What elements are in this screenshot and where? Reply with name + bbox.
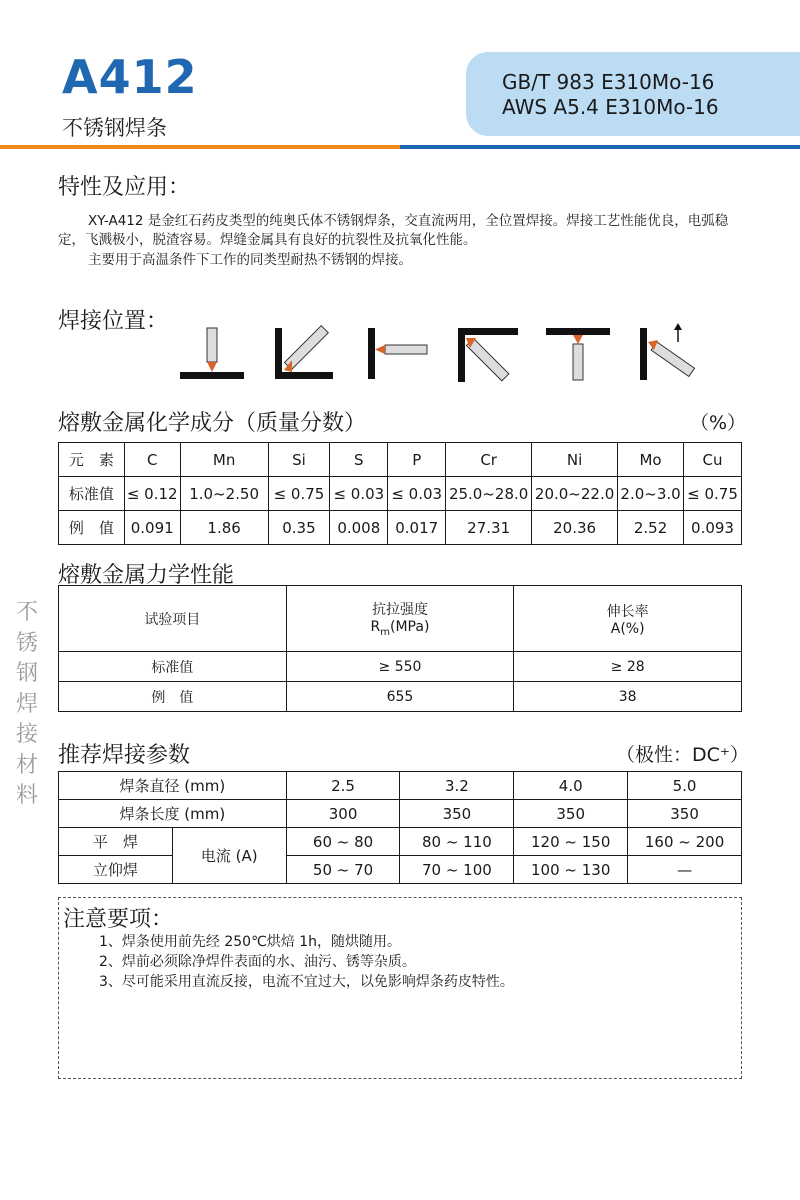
chem-cell: 1.86 [180, 511, 268, 545]
weld-cell: 焊条长度 (mm) [59, 800, 287, 828]
notes-heading: 注意要项： [63, 907, 174, 932]
weld-vertical-row [59, 856, 742, 884]
chem-cell: 27.31 [446, 511, 532, 545]
chem-cell: 0.093 [684, 511, 742, 545]
chem-cell: Ni [532, 443, 618, 477]
chem-cell: Cr [446, 443, 532, 477]
mech-table [58, 585, 742, 712]
mech-cell [286, 586, 514, 652]
chem-cell: 元 素 [59, 443, 125, 477]
chem-cell: 20.0~22.0 [532, 477, 618, 511]
weld-cell: 350 [400, 800, 514, 828]
weld-cell: 160 ~ 200 [628, 828, 742, 856]
mech-cell: ≥ 28 [514, 652, 742, 682]
elongation-unit: A(%) [610, 620, 645, 637]
chem-cell: P [388, 443, 446, 477]
chem-cell: Cu [684, 443, 742, 477]
chem-cell: C [124, 443, 180, 477]
elongation-label: 伸长率 [606, 603, 649, 620]
chem-cell: Si [268, 443, 330, 477]
mech-standard-row [59, 652, 742, 682]
weld-heading: 推荐焊接参数 [58, 743, 191, 768]
chem-cell: 20.36 [532, 511, 618, 545]
chem-cell: ≤ 0.03 [330, 477, 388, 511]
weld-cell: 平 焊 [59, 828, 173, 856]
weld-cell: 60 ~ 80 [286, 828, 400, 856]
weld-cell: 80 ~ 110 [400, 828, 514, 856]
chem-cell: ≤ 0.75 [684, 477, 742, 511]
weld-cell: 120 ~ 150 [514, 828, 628, 856]
chem-cell: 0.017 [388, 511, 446, 545]
position-horizontal-fillet-icon [275, 326, 333, 379]
chem-cell: Mn [180, 443, 268, 477]
chem-cell: Mo [618, 443, 684, 477]
chem-cell: 1.0~2.50 [180, 477, 268, 511]
mech-heading: 熔敷金属力学性能 [58, 563, 235, 588]
chem-cell: S [330, 443, 388, 477]
chem-header-row [59, 443, 742, 477]
position-flat-icon [180, 328, 244, 379]
features-paragraph: XY-A412 是金红石药皮类型的纯奥氏体不锈钢焊条，交直流两用，全位置焊接。焊接工艺性能优良，电弧稳定，飞溅极小，脱渣容易。焊缝金属具有良好的抗裂性及抗氧化性能。 [58, 213, 729, 248]
weld-length-row [59, 800, 742, 828]
standard-gb: GB/T 983 E310Mo-16 [502, 70, 715, 94]
weld-diameter-row [59, 772, 742, 800]
notes-list [99, 932, 514, 992]
tensile-unit: $R_m(MPa)$ [370, 619, 430, 638]
mech-cell: 例 值 [59, 682, 287, 712]
mech-example-row [59, 682, 742, 712]
chem-cell: 标准值 [59, 477, 125, 511]
chem-cell: ≤ 0.75 [268, 477, 330, 511]
weld-cell: — [628, 856, 742, 884]
standards-box [466, 52, 800, 136]
mech-cell: 试验项目 [59, 586, 287, 652]
weld-cell: 100 ~ 130 [514, 856, 628, 884]
chem-standard-row [59, 477, 742, 511]
position-vertical-up-icon [640, 323, 695, 380]
chem-cell: 0.35 [268, 511, 330, 545]
chem-table [58, 442, 742, 545]
weld-flat-row [59, 828, 742, 856]
weld-cell: 70 ~ 100 [400, 856, 514, 884]
position-horizontal-icon [368, 328, 427, 379]
mech-cell: 38 [514, 682, 742, 712]
mech-cell: 655 [286, 682, 514, 712]
weld-params-table [58, 771, 742, 884]
position-overhead-fillet-icon [458, 328, 518, 382]
mech-header-row [59, 586, 742, 652]
weld-cell: 4.0 [514, 772, 628, 800]
notes-box [58, 897, 742, 1079]
weld-cell: 立仰焊 [59, 856, 173, 884]
positions-heading: 焊接位置： [58, 309, 169, 334]
weld-polarity: （极性：DC⁺） [616, 744, 749, 766]
weld-cell: 焊条直径 (mm) [59, 772, 287, 800]
mech-cell [514, 586, 742, 652]
chem-cell: 例 值 [59, 511, 125, 545]
weld-cell: 50 ~ 70 [286, 856, 400, 884]
weld-cell: 350 [628, 800, 742, 828]
side-category-label: 不锈钢焊接材料 [15, 600, 38, 808]
chem-cell: 0.008 [330, 511, 388, 545]
note-item: 1、焊条使用前先经 250℃烘焙 1h，随烘随用。 [99, 934, 402, 950]
weld-cell: 电流 (A) [172, 828, 286, 884]
chem-heading: 熔敷金属化学成分（质量分数） [58, 411, 367, 436]
weld-cell: 5.0 [628, 772, 742, 800]
tensile-label: 抗拉强度 [371, 602, 428, 619]
standard-aws: AWS A5.4 E310Mo-16 [502, 95, 719, 119]
chem-cell: ≤ 0.12 [124, 477, 180, 511]
usage-paragraph: 主要用于高温条件下工作的同类型耐热不锈钢的焊接。 [88, 252, 412, 268]
position-overhead-icon [546, 328, 610, 380]
welding-positions-diagram [170, 320, 700, 386]
mech-cell: ≥ 550 [286, 652, 514, 682]
chem-example-row [59, 511, 742, 545]
product-model-title: A412 [62, 50, 198, 104]
product-name: 不锈钢焊条 [62, 116, 167, 140]
header-rule-orange [0, 145, 400, 149]
features-heading: 特性及应用： [58, 175, 191, 200]
chem-cell: ≤ 0.03 [388, 477, 446, 511]
weld-cell: 2.5 [286, 772, 400, 800]
note-item: 2、焊前必须除净焊件表面的水、油污、锈等杂质。 [99, 954, 416, 970]
header-rule-blue [400, 145, 800, 149]
weld-cell: 3.2 [400, 772, 514, 800]
chem-cell: 0.091 [124, 511, 180, 545]
weld-cell: 300 [286, 800, 400, 828]
mech-cell: 标准值 [59, 652, 287, 682]
chem-cell: 2.52 [618, 511, 684, 545]
note-item: 3、尽可能采用直流反接，电流不宜过大，以免影响焊条药皮特性。 [99, 974, 514, 990]
chem-unit: （%） [690, 412, 747, 434]
chem-cell: 25.0~28.0 [446, 477, 532, 511]
weld-cell: 350 [514, 800, 628, 828]
chem-cell: 2.0~3.0 [618, 477, 684, 511]
